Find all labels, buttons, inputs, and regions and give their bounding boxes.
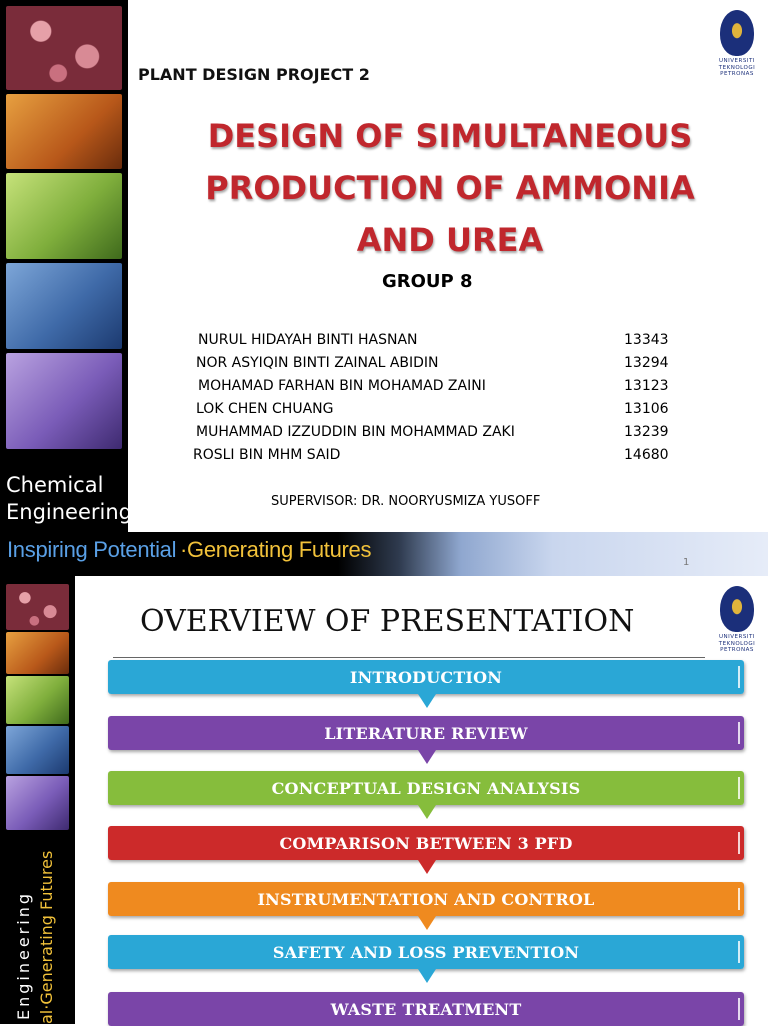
agenda-item-safety [108,935,744,969]
utp-logo [712,586,762,654]
agenda-item-label: CONCEPTUAL DESIGN ANALYSIS [271,778,581,798]
logo-line-3: PETRONAS [720,647,754,653]
utp-emblem-icon [720,10,754,56]
down-arrow-icon [418,969,436,983]
agenda-item-introduction [108,660,744,694]
agenda-item-label: WASTE TREATMENT [330,999,522,1019]
tagline-part-1: Inspiring Potential [7,537,177,562]
brand-line-2: Engineering [6,500,132,524]
title-line-3: AND UREA [356,221,544,259]
logo-line-2: TEKNOLOGI [718,640,756,647]
member-id: 13123 [624,378,669,394]
tagline-part-2: ·Generating Futures [180,537,372,562]
brand-text [6,472,132,526]
member-id: 13239 [624,424,669,440]
supervisor-label: SUPERVISOR: DR. NOORYUSMIZA YUSOFF [271,494,541,509]
title-divider [113,657,705,658]
agenda-item-comparison-pfd [108,826,744,860]
project-label: PLANT DESIGN PROJECT 2 [138,65,370,84]
vertical-tagline: al·Generating Futures [37,850,56,1024]
agenda-item-label: SAFETY AND LOSS PREVENTION [272,942,580,962]
down-arrow-icon [418,860,436,874]
page-number: 1 [683,557,690,568]
member-id: 13106 [624,401,669,417]
researcher-photo [6,353,122,449]
overview-title: OVERVIEW OF PRESENTATION [140,604,635,639]
brand-line-1: Chemical [6,473,104,497]
utp-emblem-icon [720,586,754,632]
lab-equipment-photo [6,632,69,674]
title-line-2: PRODUCTION OF AMMONIA [205,169,695,207]
logo-line-2: TEKNOLOGI [718,64,756,71]
agenda-item-label: LITERATURE REVIEW [324,723,528,743]
microscope-photo [6,584,69,630]
agenda-item-waste-treatment [108,992,744,1026]
plant-photo [6,263,122,349]
member-name: MOHAMAD FARHAN BIN MOHAMAD ZAINI [198,378,486,394]
logo-line-1: UNIVERSITI [719,634,755,640]
lab-equipment-photo [6,94,122,169]
member-id: 13343 [624,332,669,348]
utp-logo [712,10,762,78]
member-id: 13294 [624,355,669,371]
lab-worker-photo [6,173,122,259]
group-label: GROUP 8 [382,271,473,292]
microscope-photo [6,6,122,90]
member-name: LOK CHEN CHUANG [196,401,334,417]
agenda-item-literature-review [108,716,744,750]
member-name: ROSLI BIN MHM SAID [193,447,341,463]
member-name: MUHAMMAD IZZUDDIN BIN MOHAMMAD ZAKI [196,424,515,440]
slide-title [150,110,750,266]
member-id: 14680 [624,447,669,463]
logo-line-1: UNIVERSITI [719,58,755,64]
down-arrow-icon [418,750,436,764]
member-name: NOR ASYIQIN BINTI ZAINAL ABIDIN [196,355,439,371]
lab-worker-photo [6,676,69,724]
logo-line-3: PETRONAS [720,71,754,77]
plant-photo [6,726,69,774]
agenda-item-instrumentation [108,882,744,916]
agenda-item-label: COMPARISON BETWEEN 3 PFD [279,833,573,853]
down-arrow-icon [418,694,436,708]
title-line-1: DESIGN OF SIMULTANEOUS [207,117,693,155]
researcher-photo [6,776,69,830]
member-name: NURUL HIDAYAH BINTI HASNAN [198,332,418,348]
photo-strip [0,0,132,532]
agenda-item-label: INSTRUMENTATION AND CONTROL [257,889,595,909]
agenda-item-conceptual-design [108,771,744,805]
agenda-item-label: INTRODUCTION [349,667,503,687]
vertical-brand: Engineering [14,891,33,1020]
down-arrow-icon [418,805,436,819]
down-arrow-icon [418,916,436,930]
